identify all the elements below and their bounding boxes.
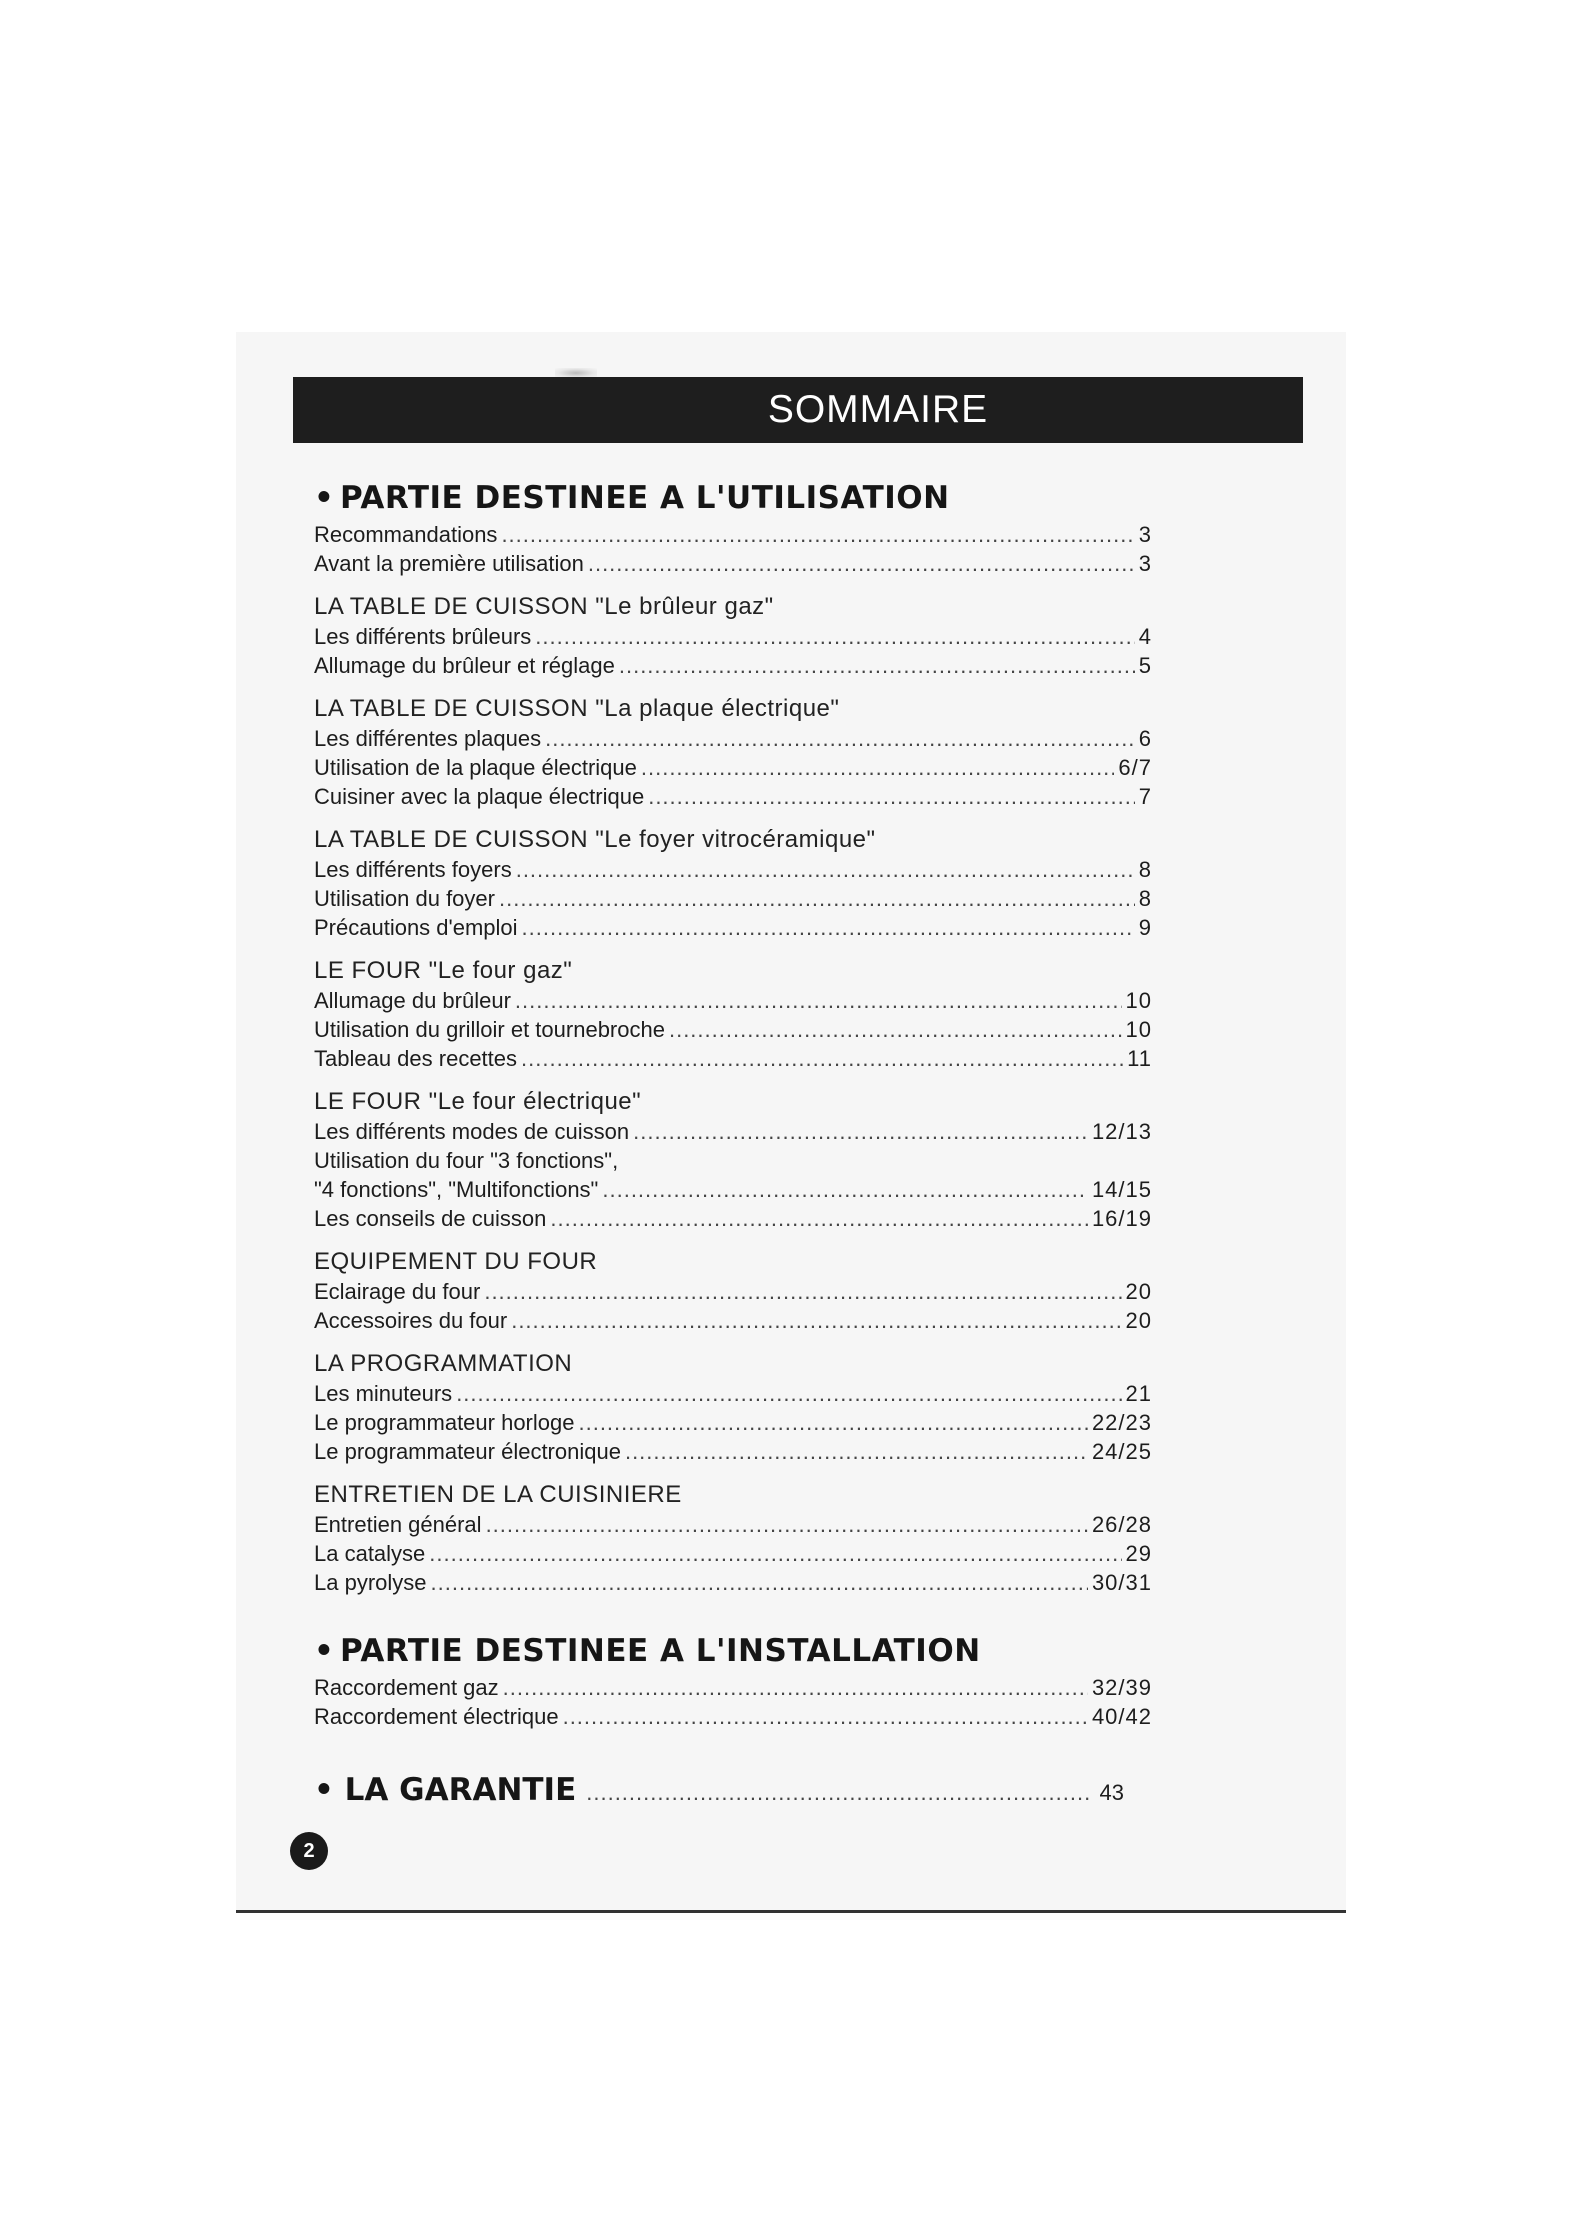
toc-entry[interactable] [314,1306,1152,1335]
toc-entry[interactable] [314,1408,1152,1437]
toc-entry-page: 3 [1138,522,1152,547]
toc-entry-page: 4 [1138,624,1152,649]
toc-section [314,1247,1152,1335]
toc-entry[interactable] [314,651,1152,680]
toc-entry-page: 30/31 [1091,1570,1152,1595]
part-heading [314,478,1152,518]
toc-entry-page: 20 [1125,1308,1152,1333]
toc-entry-page: 14/15 [1091,1177,1152,1202]
toc-section [314,520,1152,578]
toc-section [314,1673,1152,1731]
section-title: LA PROGRAMMATION [314,1350,573,1377]
toc-entry-label: Avant la première utilisation [314,551,584,576]
toc-entry-page: 24/25 [1091,1439,1152,1464]
dot-leader [545,724,1135,753]
part-heading-text: PARTIE DESTINEE A L'UTILISATION [340,480,950,516]
toc-entry-label: Les différentes plaques [314,726,542,751]
toc-entry-page: 26/28 [1091,1512,1152,1537]
toc-entry-page: 9 [1138,915,1152,940]
toc-entry-label: "4 fonctions", "Multifonctions" [314,1177,599,1202]
page-number-badge: 2 [290,1832,328,1870]
toc-entry-label: Allumage du brûleur et réglage [314,653,615,678]
toc-entry-page: 6 [1138,726,1152,751]
bottom-rule [236,1910,1346,1913]
dot-leader [515,986,1122,1015]
toc-entry-label: Allumage du brûleur [314,988,511,1013]
dot-leader [521,1044,1123,1073]
part-section [314,478,1152,1597]
toc-entry[interactable] [314,1510,1152,1539]
toc-entry[interactable] [314,1539,1152,1568]
toc-entry-page: 10 [1125,988,1152,1013]
toc-entry[interactable] [314,986,1152,1015]
toc-entry-page: 40/42 [1091,1704,1152,1729]
dot-leader [535,622,1134,651]
toc-entry-label: Le programmateur électronique [314,1439,621,1464]
toc-entry[interactable] [314,1204,1152,1233]
toc-entry[interactable] [314,753,1152,782]
toc-entry[interactable] [314,1044,1152,1073]
part-heading-text: PARTIE DESTINEE A L'INSTALLATION [340,1633,981,1669]
toc-entry[interactable] [314,724,1152,753]
toc-entry-label: Tableau des recettes [314,1046,518,1071]
toc-entry-label: Raccordement gaz [314,1675,499,1700]
dot-leader [550,1204,1088,1233]
section-title: LA TABLE DE CUISSON "La plaque électrique" [314,695,840,722]
toc-entry-page: 3 [1138,551,1152,576]
toc-section [314,1349,1152,1466]
toc-entry-label: Utilisation du grilloir et tournebroche [314,1017,665,1042]
toc-entry-label: Entretien général [314,1512,482,1537]
toc-entry[interactable] [314,1175,1152,1204]
toc-entry[interactable] [314,622,1152,651]
toc-entry-page: 8 [1138,886,1152,911]
toc-entry-page: 8 [1138,857,1152,882]
toc-entry-page: 12/13 [1091,1119,1152,1144]
dot-leader [516,855,1135,884]
dot-leader [499,884,1135,913]
dot-leader [501,520,1134,549]
toc-entry-page: 6/7 [1118,755,1152,780]
toc-entry-label: Utilisation de la plaque électrique [314,755,637,780]
toc-entry-page: 16/19 [1091,1206,1152,1231]
section-title: LA TABLE DE CUISSON "Le brûleur gaz" [314,593,774,620]
toc-entry-page: 29 [1125,1541,1152,1566]
section-title: ENTRETIEN DE LA CUISINIERE [314,1481,682,1508]
toc-entry-page: 21 [1125,1381,1152,1406]
toc-entry-label: Les conseils de cuisson [314,1206,547,1231]
title-banner [293,377,1303,443]
dot-leader [619,651,1135,680]
bullet-icon: • [314,1633,335,1669]
toc-entry[interactable] [314,884,1152,913]
toc-entry[interactable] [314,782,1152,811]
toc-entry-label: Utilisation du foyer [314,886,495,911]
toc-entry[interactable] [314,1277,1152,1306]
toc-entry-line: Utilisation du four "3 fonctions", [314,1148,619,1173]
toc-entry[interactable] [314,1015,1152,1044]
dot-leader [641,753,1115,782]
part-heading [314,1631,1152,1671]
toc-entry-page: 7 [1138,784,1152,809]
dot-leader [625,1437,1088,1466]
toc-entry-label: Les différents foyers [314,857,512,882]
dot-leader [586,1780,1089,1806]
dot-leader [484,1277,1121,1306]
guarantee-page: 43 [1099,1780,1124,1805]
dot-leader [486,1510,1088,1539]
dot-leader [588,549,1135,578]
toc-entry-page: 5 [1138,653,1152,678]
dot-leader [511,1306,1121,1335]
toc-entry-label: Les minuteurs [314,1381,453,1406]
toc-entry[interactable] [314,1673,1152,1702]
dot-leader [648,782,1135,811]
bullet-icon: • [314,480,335,516]
guarantee-entry[interactable] [314,1772,1124,1808]
toc-entry[interactable] [314,1117,1152,1146]
dot-leader [669,1015,1122,1044]
dot-leader [522,913,1135,942]
toc-entry-label: Le programmateur horloge [314,1410,575,1435]
toc-entry-label: Cuisiner avec la plaque électrique [314,784,645,809]
toc-entry-page: 10 [1125,1017,1152,1042]
dot-leader [578,1408,1087,1437]
section-title: LE FOUR "Le four électrique" [314,1088,642,1115]
dot-leader [429,1539,1121,1568]
toc-section [314,694,1152,811]
toc-section [314,956,1152,1073]
toc-entry-label: Précautions d'emploi [314,915,518,940]
toc-entry-label: Recommandations [314,522,498,547]
toc-entry-label: Accessoires du four [314,1308,508,1333]
dot-leader [563,1702,1088,1731]
toc-entry-page: 20 [1125,1279,1152,1304]
toc-entry-label: Eclairage du four [314,1279,481,1304]
toc-entry[interactable] [314,520,1152,549]
toc-entry-label: Les différents modes de cuisson [314,1119,630,1144]
toc-entry-label: Raccordement électrique [314,1704,559,1729]
dot-leader [431,1568,1088,1597]
guarantee-heading: • LA GARANTIE [314,1772,577,1808]
toc-entry-page: 11 [1127,1046,1152,1071]
dot-leader [633,1117,1088,1146]
section-title: EQUIPEMENT DU FOUR [314,1248,598,1275]
section-title: LE FOUR "Le four gaz" [314,957,573,984]
toc-section [314,1087,1152,1233]
toc-entry[interactable] [314,1437,1152,1466]
part-section [314,1631,1152,1731]
toc-entry[interactable] [314,1702,1152,1731]
page-title: SOMMAIRE [767,388,989,431]
toc-entry-label: Les différents brûleurs [314,624,532,649]
toc-entry-label: La pyrolyse [314,1570,427,1595]
section-title: LA TABLE DE CUISSON "Le foyer vitrocéramique" [314,826,876,853]
dot-leader [456,1379,1121,1408]
toc-entry[interactable] [314,1379,1152,1408]
toc-entry[interactable] [314,549,1152,578]
toc-section [314,1480,1152,1597]
toc-entry[interactable] [314,1568,1152,1597]
dot-leader [602,1175,1088,1204]
toc-entry-page: 32/39 [1091,1675,1152,1700]
dot-leader [503,1673,1088,1702]
toc-section [314,592,1152,680]
table-of-contents [314,478,1152,1731]
toc-entry-label: La catalyse [314,1541,426,1566]
toc-section [314,825,1152,942]
toc-entry-page: 22/23 [1091,1410,1152,1435]
toc-entry[interactable] [314,913,1152,942]
toc-entry[interactable] [314,855,1152,884]
